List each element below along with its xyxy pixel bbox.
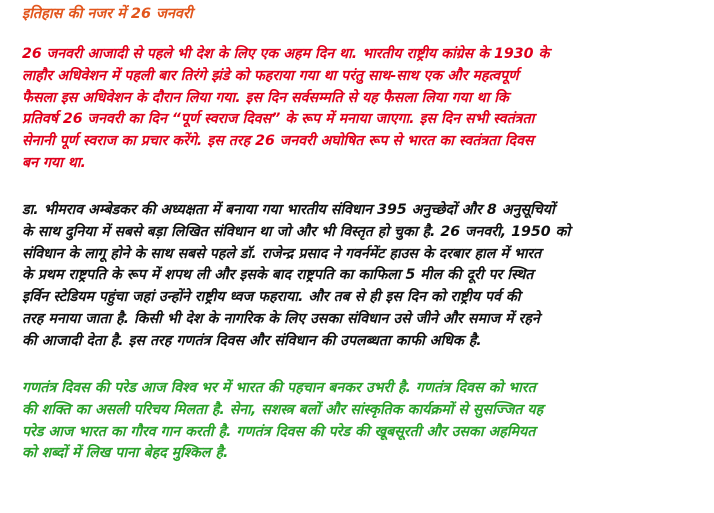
paragraph-line: परेड आज भारत का गौरव गान करती है. गणतंत्र दिवस की परेड की खूबसूरती और उसका अहमियत xyxy=(22,423,536,440)
paragraph-line: गणतंत्र दिवस की परेड आज विश्व भर में भारत की पहचान बनकर उभरी है. गणतंत्र दिवस को भारत xyxy=(22,380,536,396)
paragraph-line: इर्विन स्टेडियम पहुंचा जहां उन्होंने राष्ट्रीय ध्वज फहराया. और तब से ही इस दिन को राष्ट्रीय पर्व की xyxy=(22,289,521,306)
paragraph-line: के प्रथम राष्ट्रपति के रूप में शपथ ली और इसके बाद राष्ट्रपति का काफिला 5 मील की दूरी पर स्थित xyxy=(22,267,534,284)
paragraph-line: की आजादी देता है. इस तरह गणतंत्र दिवस और संविधान की उपलब्धता काफी अधिक है. xyxy=(22,332,482,349)
paragraph-line: को शब्दों में लिख पाना बेहद मुश्किल है. xyxy=(22,445,229,462)
paragraph-line: तरह मनाया जाता है. किसी भी देश के नागरिक के लिए उसका संविधान उसे जीने और समाज में रहने xyxy=(22,310,540,327)
article-heading: इतिहास की नजर में 26 जनवरी xyxy=(22,6,193,22)
paragraph-line: बन गया था. xyxy=(22,154,86,171)
paragraph-1 xyxy=(22,44,702,175)
paragraph-line: की शक्ति का असली परिचय मिलता है. सेना, सशस्त्र बलों और सांस्कृतिक कार्यक्रमों से सुसज्जित यह xyxy=(22,401,544,418)
paragraph-line: फैसला इस अधिवेशन के दौरान लिया गया. इस दिन सर्वसम्मति से यह फैसला लिया गया था कि xyxy=(22,89,509,106)
paragraph-line: डा. भीमराव अम्बेडकर की अध्यक्षता में बनाया गया भारतीय संविधान 395 अनुच्छेदों और 8 अनुसूचियों xyxy=(22,202,555,218)
paragraph-line: लाहौर अधिवेशन में पहली बार तिरंगे झंडे को फहराया गया था परंतु साथ-साथ एक और महत्वपूर्ण xyxy=(22,67,519,84)
paragraph-line: 26 जनवरी आजादी से पहले भी देश के लिए एक अहम दिन था. भारतीय राष्ट्रीय कांग्रेस के 1930 के xyxy=(22,46,550,62)
paragraph-line: संविधान के लागू होने के साथ सबसे पहले डॉ. राजेन्द्र प्रसाद ने गवर्नमेंट हाउस के दरबार हाल में भारत xyxy=(22,245,542,262)
paragraph-3 xyxy=(22,378,702,465)
paragraph-2 xyxy=(22,200,702,353)
paragraph-line: सेनानी पूर्ण स्वराज का प्रचार करेंगे. इस तरह 26 जनवरी अघोषित रूप से भारत का स्वतंत्रता दिवस xyxy=(22,133,534,150)
paragraph-line: प्रतिवर्ष 26 जनवरी का दिन “पूर्ण स्वराज दिवस” के रूप में मनाया जाएगा. इस दिन सभी स्वतंत्रता xyxy=(22,111,535,128)
paragraph-line: के साथ दुनिया में सबसे बड़ा लिखित संविधान था जो और भी विस्तृत हो चुका है. 26 जनवरी, 1950 को xyxy=(22,223,571,240)
